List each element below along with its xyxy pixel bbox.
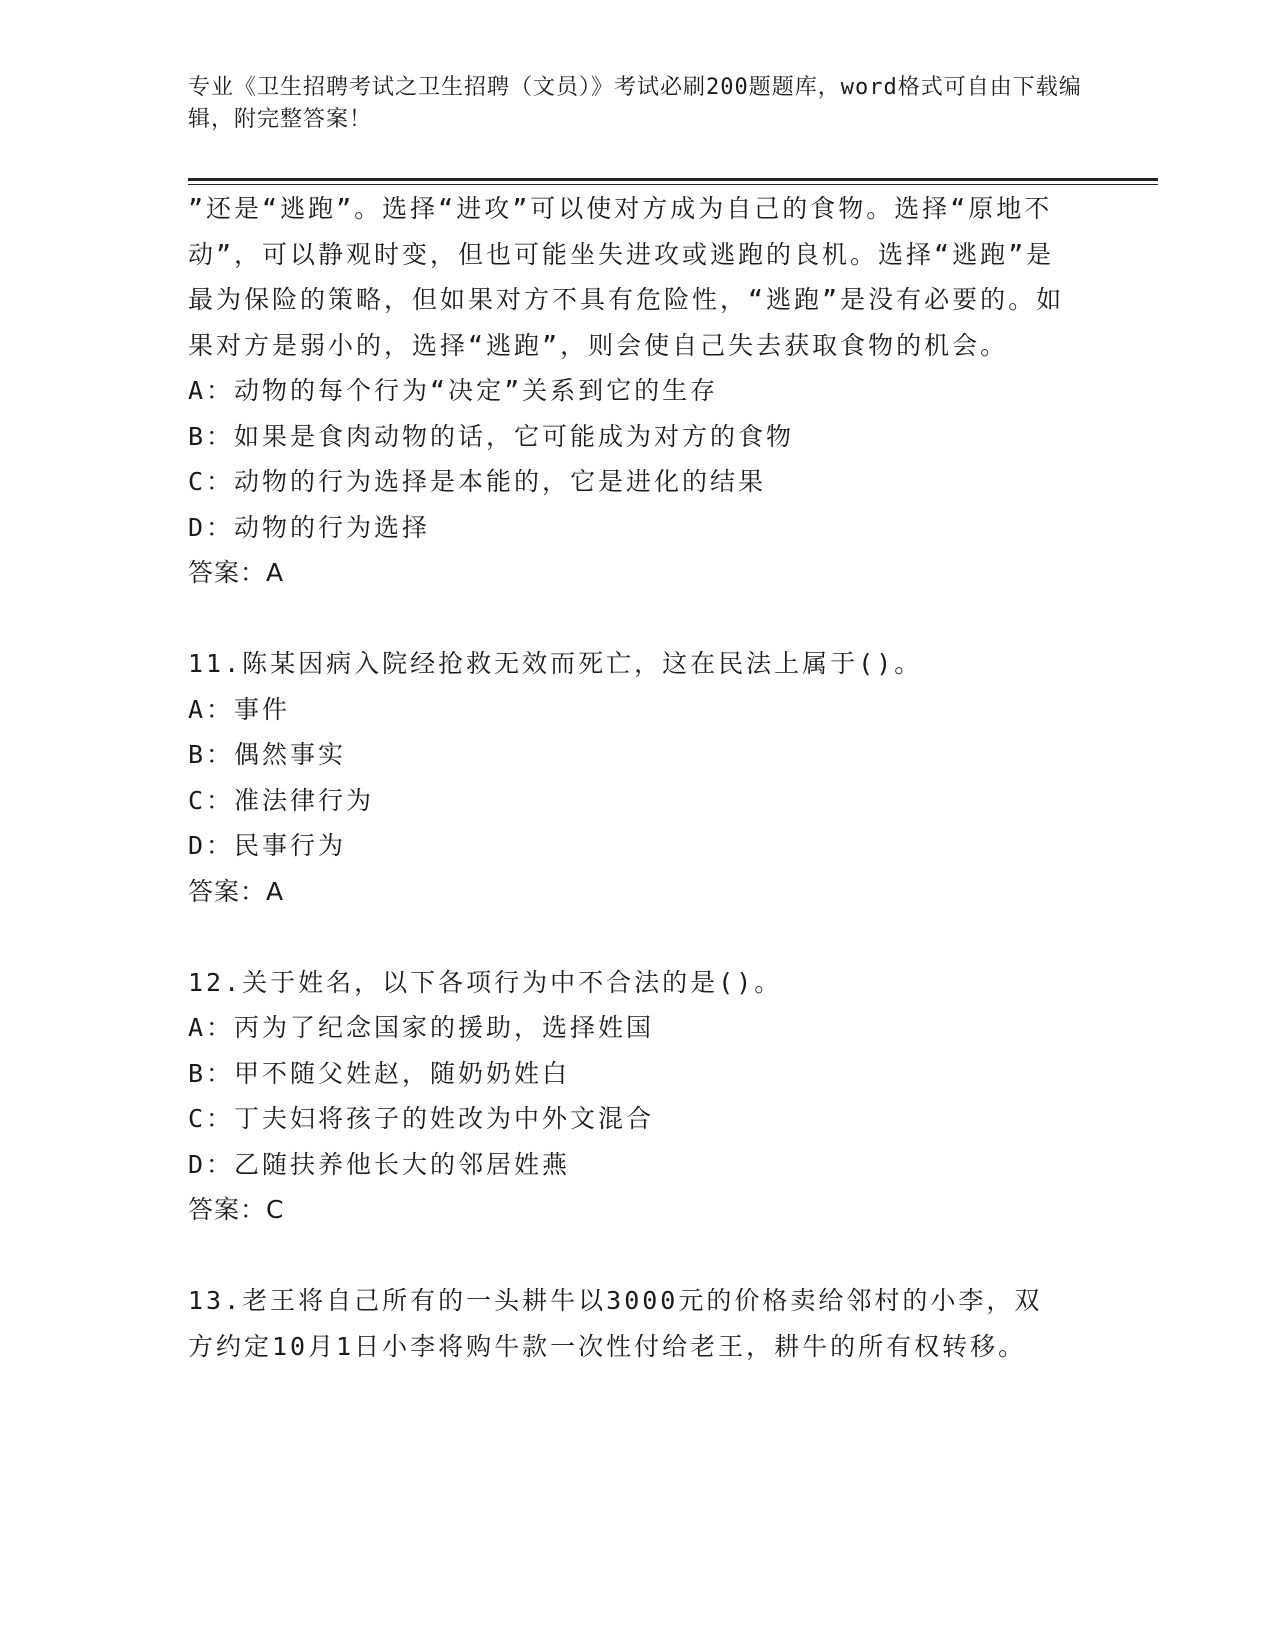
question-12-option-b: B：甲不随父姓赵，随奶奶姓白 [188,1058,571,1088]
document-page [188,0,1158,1650]
header-rule [188,178,1158,185]
question-12-option-c: C：丁夫妇将孩子的姓改为中外文混合 [188,1104,655,1133]
question-13 [188,1278,1068,1369]
question-11 [188,641,1068,914]
question-11-option-b: B：偶然事实 [188,740,347,769]
question-11-option-d: D：民事行为 [188,831,347,860]
question-12-option-d: D：乙随扶养他长大的邻居姓燕 [188,1149,571,1179]
question-11-stem: 11.陈某因病入院经抢救无效而死亡，这在民法上属于()。 [188,649,923,678]
question-10-option-b: B：如果是食肉动物的话，它可能成为对方的食物 [188,421,795,451]
question-10-option-c: C：动物的行为选择是本能的，它是进化的结果 [188,467,767,496]
question-11-option-c: C：准法律行为 [188,785,375,815]
spacer [188,1233,1068,1279]
spacer [188,596,1068,642]
question-12 [188,960,1068,1233]
question-11-option-a: A：事件 [188,694,291,724]
question-10-answer: 答案：A [188,558,285,587]
header-rule-thin [188,184,1158,185]
question-13-stem: 13.老王将自己所有的一头耕牛以3000元的价格卖给邻村的小李，双方约定10月1日小李将购牛款一次性付给老王，耕牛的所有权转移。 [188,1286,1043,1361]
question-10-passage: ”还是“逃跑”。选择“进攻”可以使对方成为自己的食物。选择“原地不动”，可以静观时变，但也可能坐失进攻或逃跑的良机。选择“逃跑”是最为保险的策略，但如果对方不具有危险性，“逃跑”是没有必要的。如果对方是弱小的，选择“逃跑”，则会使自己失去获取食物的机会。 [188,194,1065,360]
question-12-option-a: A：丙为了纪念国家的援助，选择姓国 [188,1013,655,1042]
document-header: 专业《卫生招聘考试之卫生招聘（文员）》考试必刷200题题库，word格式可自由下载编辑，附完整答案！ [188,75,1082,132]
header-rule-thick [188,178,1158,181]
question-10-option-a: A：动物的每个行为“决定”关系到它的生存 [188,376,719,405]
question-12-answer: 答案：C [188,1195,285,1224]
document-body [188,186,1068,1369]
spacer [188,914,1068,960]
question-10-option-d: D：动物的行为选择 [188,512,431,542]
question-10 [188,186,1068,596]
question-11-answer: 答案：A [188,876,285,906]
question-12-stem: 12.关于姓名，以下各项行为中不合法的是()。 [188,967,783,997]
